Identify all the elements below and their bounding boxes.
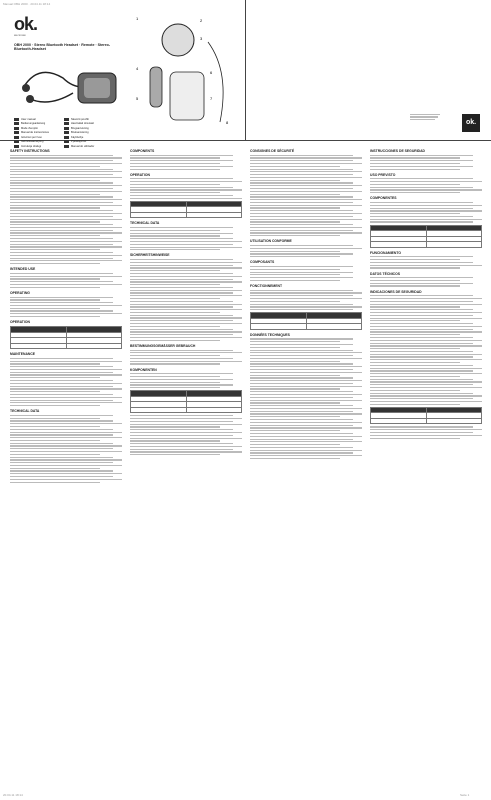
component-diagram [130,12,240,134]
diagram-label: 8 [226,120,229,125]
section-heading: COMPONENTS [130,149,155,153]
language-row: Brugsanvisning [64,126,164,131]
section-heading: INTENDED USE [10,267,36,272]
print-slug-top: Manual OBH 2000 · 20.04.11 18:14 [3,2,51,6]
diagram-label: 7 [210,96,213,101]
language-row: Manual de instrucciones [14,131,114,136]
section-heading: TECHNICAL DATA [10,409,40,414]
section-heading: TECHNICAL DATA [130,221,160,226]
text-column-1 [10,146,122,786]
section-heading: MAINTENANCE [10,352,36,357]
back-cover-info [410,112,460,134]
model-title: OBH 2000 · Stereo Bluetooth Headset · Remote · Stereo-Bluetooth-Headset [14,43,111,52]
section-heading: OPERATION [130,172,150,177]
language-row: Bedienungsanleitung [14,122,114,127]
section-heading: DONNÉES TECHNIQUES [250,332,290,337]
print-slug-page: Seite 1 [460,793,470,797]
headset-illustration [18,58,123,113]
section-heading: KOMPONENTEN [130,367,157,372]
section-heading: OPERATING [10,290,30,295]
print-slug-bottom: 20.04.11 18:14 [3,793,23,797]
language-row: Használati útmutató [64,122,164,127]
language-row: Instrukcja obsługi [14,144,114,149]
language-row: Käyttöohje [64,135,164,140]
spec-table [370,407,482,425]
language-row: Istruzioni per l'uso [14,135,114,140]
diagram-label: 6 [210,70,213,75]
brand-tagline: we know [14,33,26,37]
section-heading: USO PREVISTO [370,172,396,177]
section-heading: UTILISATION CONFORME [250,239,292,244]
language-row: User manual [14,117,114,122]
text-column-2 [130,146,242,786]
diagram-label: 2 [200,18,203,23]
section-heading: FONCTIONNEMENT [250,284,283,289]
section-heading: OPERATION [10,320,30,325]
section-heading: CONSIGNES DE SÉCURITÉ [250,149,295,153]
language-row: Návod k použití [64,117,164,122]
brand-logo: ok. [14,14,38,34]
text-column-4 [370,146,482,786]
language-row: Manual do utilizador [64,144,164,149]
section-heading: INSTRUCCIONES DE SEGURIDAD [370,149,426,153]
section-heading: SAFETY INSTRUCTIONS [10,149,50,153]
section-heading: DATOS TÉCNICOS [370,271,401,276]
section-heading: BESTIMMUNGSGEMÄSSER GEBRAUCH [130,343,196,348]
section-heading: COMPOSANTS [250,260,275,265]
spec-table [130,390,242,413]
diagram-label: 5 [136,96,139,101]
language-row: Gebruiksaanwijzing [14,140,114,145]
diagram-label: 4 [136,66,139,71]
spec-table [130,201,242,219]
diagram-label: 3 [200,36,203,41]
language-row: Mode d'emploi [14,126,114,131]
diagram-label: 1 [136,16,139,21]
language-row: Руководство [64,140,164,145]
section-heading: FUNCIONAMIENTO [370,250,402,255]
section-heading: COMPONENTES [370,196,397,201]
spec-table [10,326,122,349]
section-heading: SICHERHEITSHINWEISE [130,253,170,258]
section-heading: INDICACIONES DE SEGURIDAD [370,289,422,294]
text-column-3 [250,146,362,786]
fold-line-top-center [245,0,246,140]
spec-table [370,225,482,248]
language-row: Bruksanvisning [64,131,164,136]
back-cover-logo: ok. [462,114,480,132]
spec-table [250,312,362,330]
